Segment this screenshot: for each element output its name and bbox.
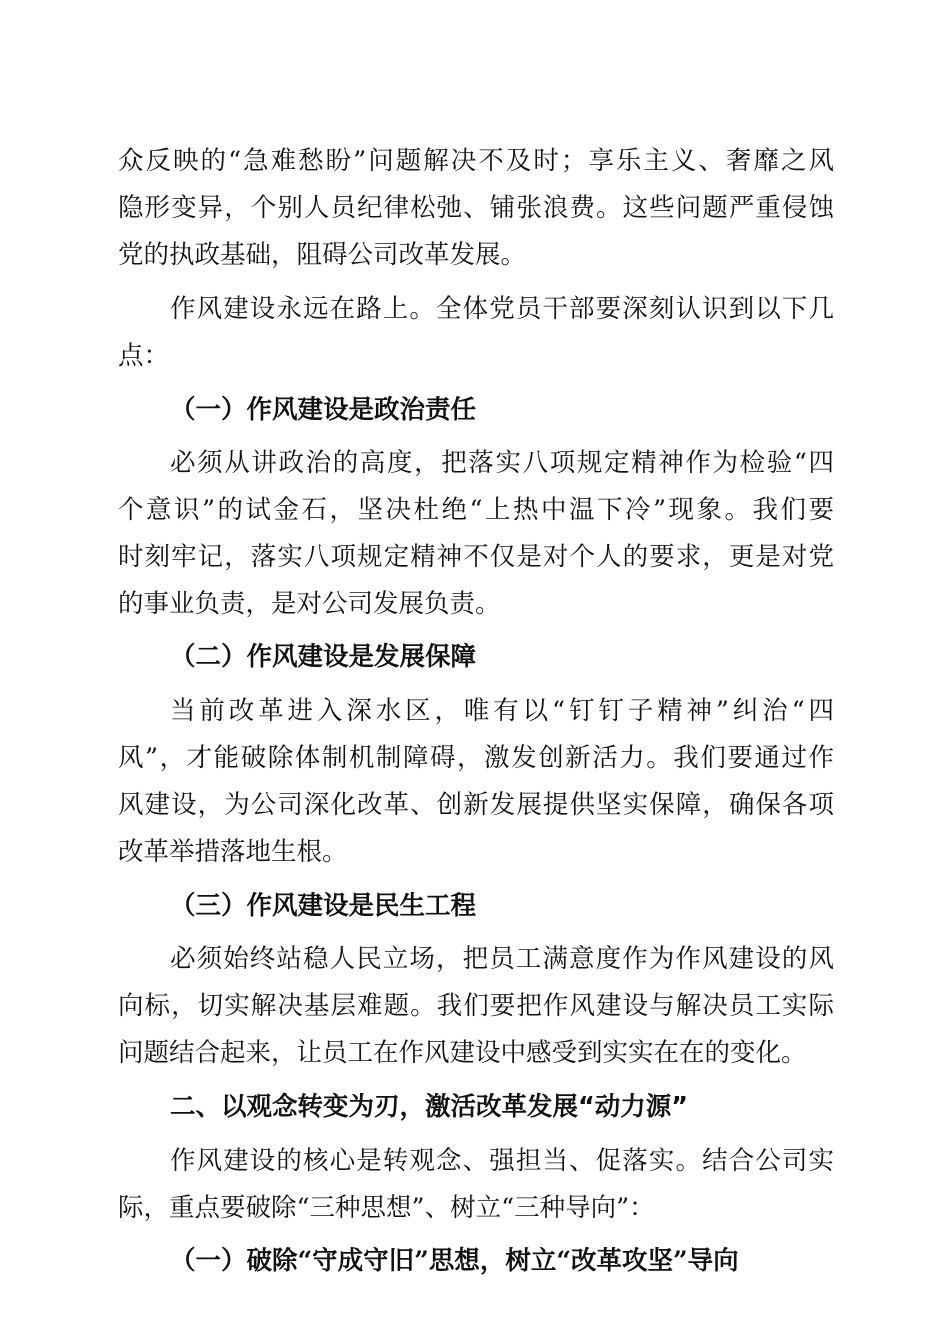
paragraph-line: 点： <box>118 341 170 371</box>
paragraph-line: 向标，切实解决基层难题。我们要把作风建设与解决员工实际 <box>118 991 834 1021</box>
paragraph-line: 必须始终站稳人民立场，把员工满意度作为作风建设的风 <box>170 944 834 974</box>
paragraph-line: 问题结合起来，让员工在作风建设中感受到实实在在的变化。 <box>118 1038 807 1068</box>
section-heading: 二、以观念转变为刃，激活改革发展“动力源” <box>170 1092 689 1122</box>
paragraph-line: 众反映的“急难愁盼”问题解决不及时；享乐主义、奢靡之风 <box>118 146 834 176</box>
section-subheading: （三）作风建设是民生工程 <box>170 891 477 921</box>
paragraph-line: 必须从讲政治的高度，把落实八项规定精神作为检验“四 <box>170 448 834 478</box>
paragraph-line: 当前改革进入深水区，唯有以“钉钉子精神”纠治“四 <box>170 696 834 726</box>
paragraph-line: 风”，才能破除体制机制障碍，激发创新活力。我们要通过作 <box>118 743 834 773</box>
section-subheading: （一）作风建设是政治责任 <box>170 395 477 425</box>
paragraph-line: 时刻牢记，落实八项规定精神不仅是对个人的要求，更是对党 <box>118 542 834 572</box>
paragraph-line: 个意识”的试金石，坚决杜绝“上热中温下冷”现象。我们要 <box>118 495 834 525</box>
paragraph-line: 风建设，为公司深化改革、创新发展提供坚实保障，确保各项 <box>118 790 834 820</box>
section-subheading: （二）作风建设是发展保障 <box>170 642 477 672</box>
paragraph-line: 作风建设永远在路上。全体党员干部要深刻认识到以下几 <box>170 294 834 324</box>
paragraph-line: 的事业负责，是对公司发展负责。 <box>118 589 501 619</box>
paragraph-line: 党的执政基础，阻碍公司改革发展。 <box>118 240 527 270</box>
paragraph-line: 际，重点要破除“三种思想”、树立“三种导向”： <box>118 1193 655 1223</box>
section-subheading: （一）破除“守成守旧”思想，树立“改革攻坚”导向 <box>170 1246 739 1276</box>
paragraph-line: 隐形变异，个别人员纪律松弛、铺张浪费。这些问题严重侵蚀 <box>118 193 834 223</box>
paragraph-line: 作风建设的核心是转观念、强担当、促落实。结合公司实 <box>170 1146 834 1176</box>
paragraph-line: 改革举措落地生根。 <box>118 837 348 867</box>
